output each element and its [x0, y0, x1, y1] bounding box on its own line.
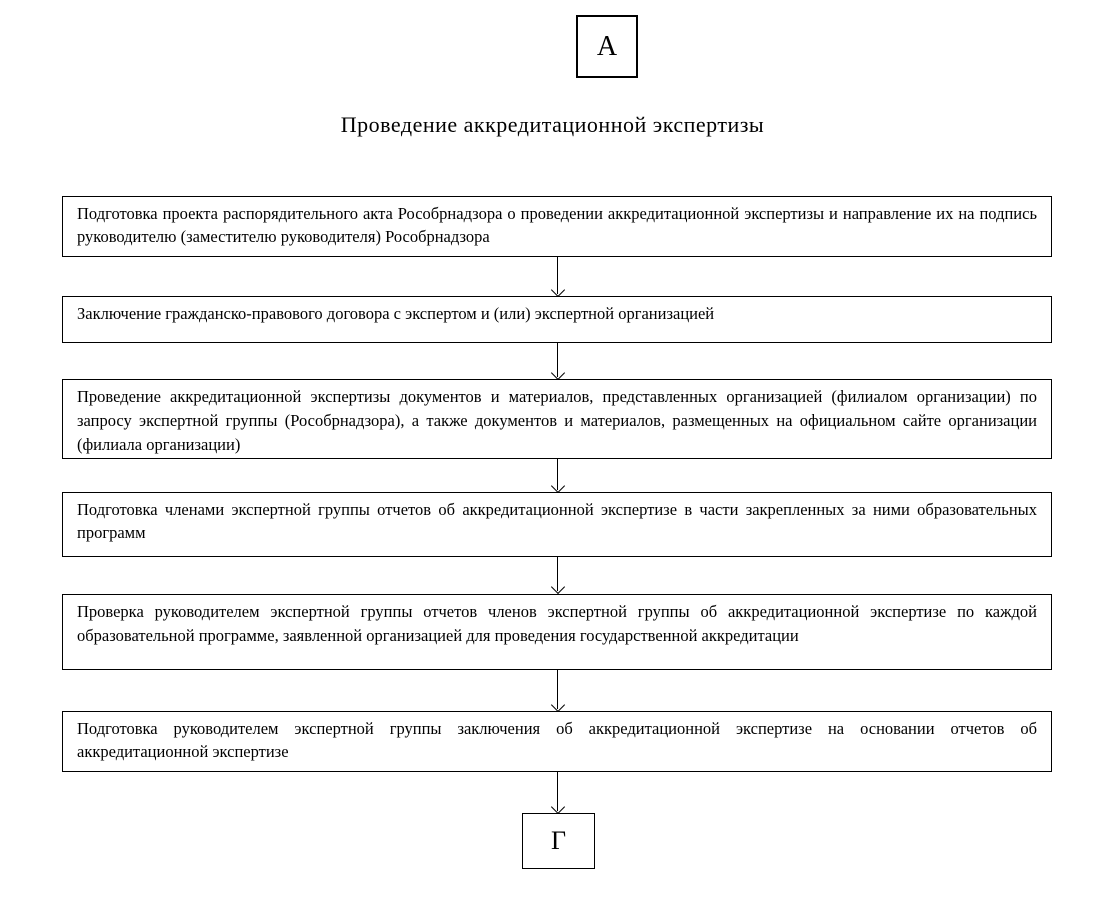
- step-2-text: Заключение гражданско-правового договора с экспертом и (или) экспертной организацией: [77, 304, 715, 323]
- step-5-text: Проверка руководителем экспертной группы отчетов членов экспертной группы об аккредитационной экспертизе по каждой образовательной программе, заявленной организацией для проведения государственной аккредитации: [77, 602, 1037, 645]
- step-3-text: Проведение аккредитационной экспертизы документов и материалов, представленных организацией (филиалом организации) по запросу экспертной группы (Рособрнадзора), а также документов и материалов, размещенных на официальном сайте организации (филиала организации): [77, 387, 1037, 454]
- step-4-text: Подготовка членами экспертной группы отчетов об аккредитационной экспертизе в части закрепленных за ними образовательных программ: [77, 500, 1037, 542]
- arrow-down-icon: [549, 772, 566, 813]
- arrow-down-icon: [549, 670, 566, 711]
- step-box-4: [62, 492, 1052, 557]
- connector-node-a: [576, 15, 638, 78]
- diagram-title: Проведение аккредитационной экспертизы: [340, 112, 765, 137]
- step-box-2: [62, 296, 1052, 343]
- connector-a-label: А: [596, 30, 618, 62]
- connector-g-label: Г: [550, 826, 567, 855]
- connector-node-g: [522, 813, 595, 869]
- arrow-down-icon: [549, 557, 566, 593]
- step-1-text: Подготовка проекта распорядительного акта Рособрнадзора о проведении аккредитационной экспертизы и направление их на подпись руководителю (заместителю руководителя) Рособрнадзора: [77, 204, 1037, 246]
- step-box-5: [62, 594, 1052, 670]
- step-box-6: [62, 711, 1052, 772]
- arrow-down-icon: [549, 257, 566, 296]
- step-box-1: [62, 196, 1052, 257]
- step-box-3: [62, 379, 1052, 459]
- arrow-down-icon: [549, 459, 566, 492]
- arrow-down-icon: [549, 343, 566, 379]
- step-6-text: Подготовка руководителем экспертной группы заключения об аккредитационной экспертизе на основании отчетов об аккредитационной экспертизе: [77, 719, 1037, 761]
